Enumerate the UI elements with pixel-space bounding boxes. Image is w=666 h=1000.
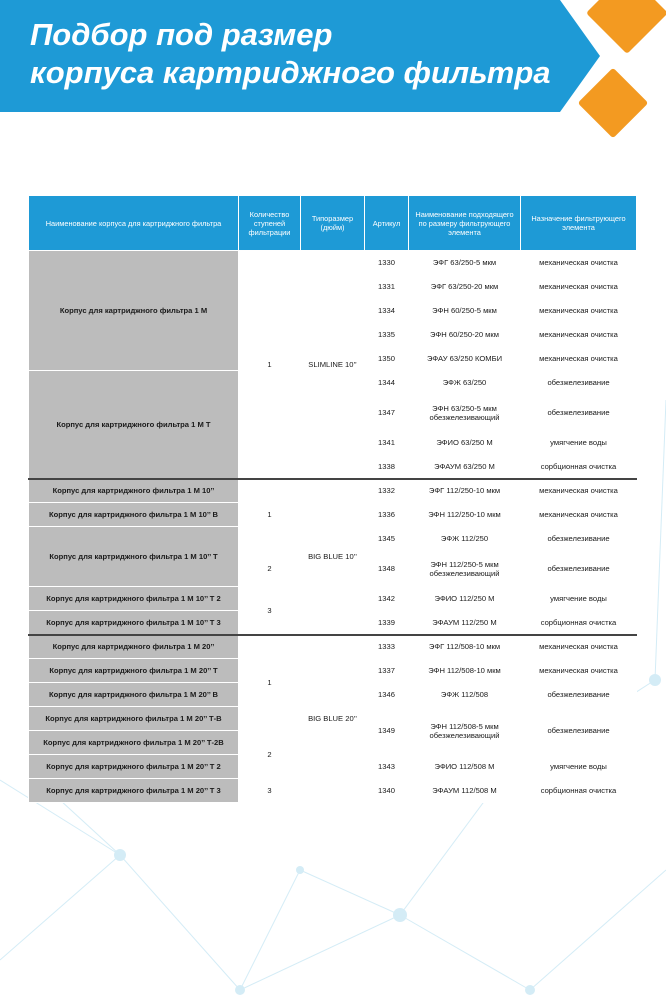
stages-cell: 3	[239, 779, 301, 803]
element-cell: ЭФИО 112/250 М	[409, 587, 521, 611]
housing-name: Корпус для картриджного фильтра 1 М 10’’ Т 2	[29, 587, 239, 611]
element-cell: ЭФАУМ 112/250 М	[409, 611, 521, 635]
article-cell: 1342	[365, 587, 409, 611]
element-cell: ЭФН 112/508-5 мкм обезжелезивающий	[409, 707, 521, 755]
element-cell: ЭФН 60/250-20 мкм	[409, 323, 521, 347]
article-cell: 1346	[365, 683, 409, 707]
purpose-cell: сорбционная очистка	[521, 455, 637, 479]
article-cell: 1343	[365, 755, 409, 779]
table-row	[29, 635, 637, 659]
title-line-2: корпуса картриджного фильтра	[30, 55, 551, 90]
element-cell: ЭФАУМ 63/250 М	[409, 455, 521, 479]
header-purpose: Назначение фильтрующего элемента	[521, 196, 637, 251]
element-cell: ЭФЖ 112/250	[409, 527, 521, 551]
table-row	[29, 479, 637, 503]
stages-cell: 2	[239, 731, 301, 779]
element-cell: ЭФЖ 63/250	[409, 371, 521, 395]
article-cell: 1337	[365, 659, 409, 683]
header-article: Артикул	[365, 196, 409, 251]
purpose-cell: обезжелезивание	[521, 551, 637, 587]
element-cell: ЭФГ 112/508-10 мкм	[409, 635, 521, 659]
housing-name: Корпус для картриджного фильтра 1 М	[29, 251, 239, 371]
element-cell: ЭФАУМ 112/508 М	[409, 779, 521, 803]
element-cell: ЭФН 112/508-10 мкм	[409, 659, 521, 683]
housing-name: Корпус для картриджного фильтра 1 М Т	[29, 371, 239, 479]
article-cell: 1345	[365, 527, 409, 551]
housing-name: Корпус для картриджного фильтра 1 М 10’’	[29, 479, 239, 503]
purpose-cell: умягчение воды	[521, 755, 637, 779]
article-cell: 1339	[365, 611, 409, 635]
article-cell: 1344	[365, 371, 409, 395]
element-cell: ЭФГ 112/250-10 мкм	[409, 479, 521, 503]
article-cell: 1330	[365, 251, 409, 275]
stages-cell: 3	[239, 587, 301, 635]
housing-name: Корпус для картриджного фильтра 1 М 10’’ Т	[29, 527, 239, 587]
purpose-cell: сорбционная очистка	[521, 779, 637, 803]
housing-name: Корпус для картриджного фильтра 1 М 20’’ В	[29, 683, 239, 707]
purpose-cell: механическая очистка	[521, 275, 637, 299]
element-cell: ЭФН 63/250-5 мкм обезжелезивающий	[409, 395, 521, 431]
article-cell: 1349	[365, 707, 409, 755]
housing-name: Корпус для картриджного фильтра 1 М 20’’ Т-В	[29, 707, 239, 731]
header-size: Типоразмер (дюйм)	[301, 196, 365, 251]
article-cell: 1350	[365, 347, 409, 371]
filter-selection-table	[28, 195, 637, 803]
header-housing-name: Наименование корпуса для картриджного фильтра	[29, 196, 239, 251]
purpose-cell: механическая очистка	[521, 323, 637, 347]
purpose-cell: обезжелезивание	[521, 371, 637, 395]
housing-name: Корпус для картриджного фильтра 1 М 10’’ В	[29, 503, 239, 527]
table-row	[29, 251, 637, 275]
purpose-cell: механическая очистка	[521, 635, 637, 659]
element-cell: ЭФГ 63/250-20 мкм	[409, 275, 521, 299]
purpose-cell: механическая очистка	[521, 503, 637, 527]
housing-name: Корпус для картриджного фильтра 1 М 20’’ Т	[29, 659, 239, 683]
article-cell: 1334	[365, 299, 409, 323]
orange-diamond-decoration	[586, 0, 666, 54]
housing-name: Корпус для картриджного фильтра 1 М 20’’ Т-2В	[29, 731, 239, 755]
article-cell: 1347	[365, 395, 409, 431]
element-cell: ЭФИО 112/508 М	[409, 755, 521, 779]
orange-diamond-decoration	[578, 68, 649, 139]
size-cell: BIG BLUE 20’’	[301, 635, 365, 803]
element-cell: ЭФГ 63/250-5 мкм	[409, 251, 521, 275]
element-cell: ЭФИО 63/250 М	[409, 431, 521, 455]
purpose-cell: обезжелезивание	[521, 707, 637, 755]
article-cell: 1336	[365, 503, 409, 527]
purpose-cell: механическая очистка	[521, 251, 637, 275]
article-cell: 1331	[365, 275, 409, 299]
article-cell: 1340	[365, 779, 409, 803]
article-cell: 1341	[365, 431, 409, 455]
housing-name: Корпус для картриджного фильтра 1 М 20’’ Т 2	[29, 755, 239, 779]
size-cell: SLIMLINE 10’’	[301, 251, 365, 479]
purpose-cell: обезжелезивание	[521, 395, 637, 431]
housing-name: Корпус для картриджного фильтра 1 М 20’’	[29, 635, 239, 659]
element-cell: ЭФН 112/250-10 мкм	[409, 503, 521, 527]
purpose-cell: механическая очистка	[521, 299, 637, 323]
article-cell: 1332	[365, 479, 409, 503]
purpose-cell: умягчение воды	[521, 431, 637, 455]
stages-cell: 2	[239, 551, 301, 587]
housing-name: Корпус для картриджного фильтра 1 М 10’’ Т 3	[29, 611, 239, 635]
article-cell: 1333	[365, 635, 409, 659]
housing-name: Корпус для картриджного фильтра 1 М 20’’ Т 3	[29, 779, 239, 803]
purpose-cell: умягчение воды	[521, 587, 637, 611]
header-element-name: Наименование подходящего по размеру фильтрующего элемента	[409, 196, 521, 251]
purpose-cell: механическая очистка	[521, 479, 637, 503]
article-cell: 1335	[365, 323, 409, 347]
purpose-cell: обезжелезивание	[521, 527, 637, 551]
stages-cell: 1	[239, 635, 301, 731]
size-cell: BIG BLUE 10’’	[301, 479, 365, 635]
element-cell: ЭФЖ 112/508	[409, 683, 521, 707]
element-cell: ЭФАУ 63/250 КОМБИ	[409, 347, 521, 371]
purpose-cell: механическая очистка	[521, 659, 637, 683]
table-header-row	[29, 196, 637, 251]
header-stages: Количество ступеней фильтрации	[239, 196, 301, 251]
element-cell: ЭФН 112/250-5 мкм обезжелезивающий	[409, 551, 521, 587]
purpose-cell: обезжелезивание	[521, 683, 637, 707]
title-line-1: Подбор под размер	[30, 17, 333, 52]
stages-cell: 1	[239, 251, 301, 479]
stages-cell: 1	[239, 479, 301, 551]
article-cell: 1348	[365, 551, 409, 587]
purpose-cell: сорбционная очистка	[521, 611, 637, 635]
element-cell: ЭФН 60/250-5 мкм	[409, 299, 521, 323]
purpose-cell: механическая очистка	[521, 347, 637, 371]
page-title	[30, 16, 551, 92]
article-cell: 1338	[365, 455, 409, 479]
